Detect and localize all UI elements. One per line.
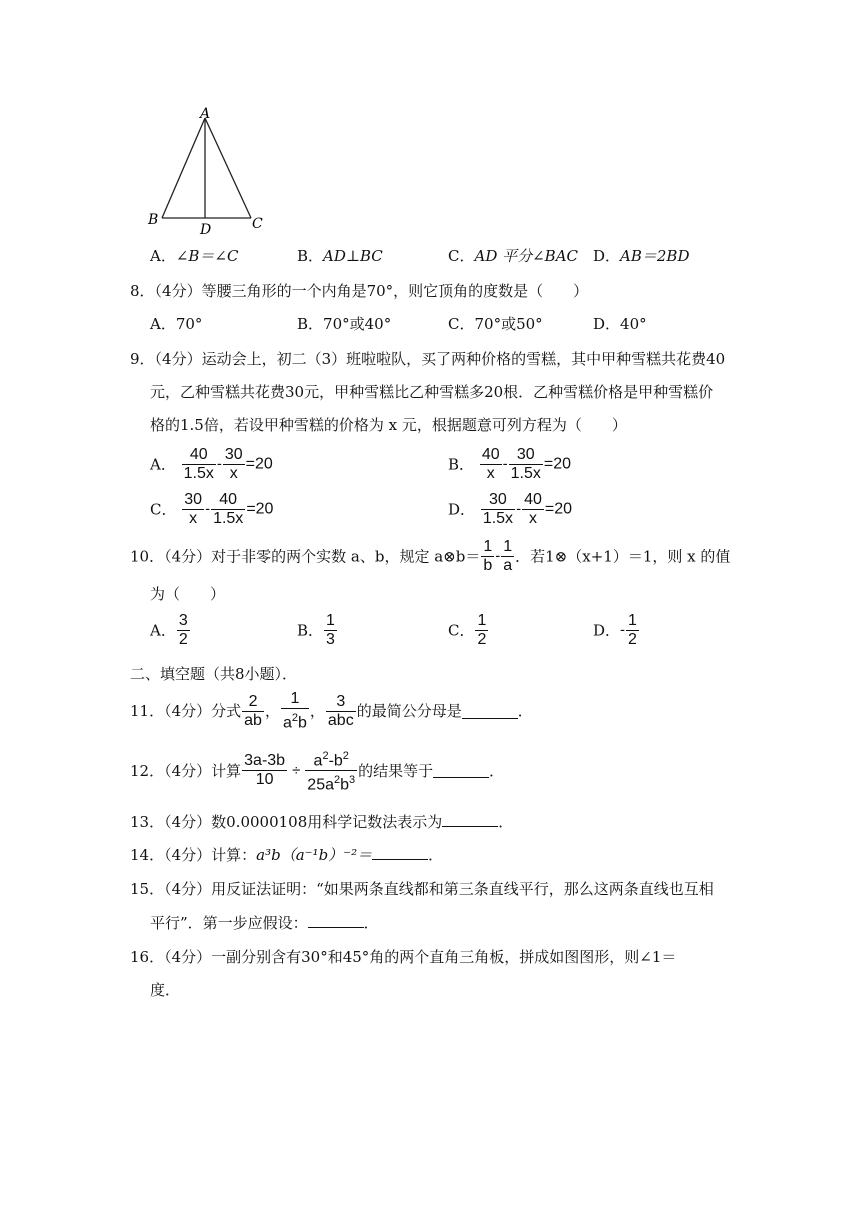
q9-option-b: B． $\frac{40}{x}$ - $\frac{30}{1.5x}$ =20 [448, 446, 571, 482]
q8-option-c: C．70°或50° [448, 315, 543, 333]
q8-stem: 8．（4分）等腰三角形的一个内角是70°，则它顶角的度数是（ ） [130, 282, 589, 300]
q9-option-a: A． $\frac{40}{1.5x}$ - $\frac{30}{x}$ =20 [150, 446, 273, 482]
q16-line-2: 度． [150, 981, 181, 999]
q7-option-d: D．AB＝2BD [593, 247, 690, 265]
label-b: B [148, 212, 159, 228]
q9-line-2: 元，乙种雪糕共花费30元，甲种雪糕比乙种雪糕多20根．乙种雪糕价格是甲种雪糕价 [150, 383, 714, 401]
q15-line-2: 平行”．第一步应假设： ． [150, 914, 379, 932]
q7-option-c: C．AD 平分∠BAC [448, 247, 579, 265]
q10-option-c: C． $\frac{1}{2}$ [448, 612, 487, 648]
q12-answer-blank[interactable] [433, 763, 489, 778]
q10-option-d: D．- $\frac{1}{2}$ [593, 612, 637, 648]
q7-option-b: B．AD⊥BC [297, 247, 383, 265]
q8-option-a: A．70° [150, 315, 203, 333]
q15-line-1: 15．（4分）用反证法证明：“如果两条直线都和第三条直线平行，那么这两条直线也互相 [130, 880, 714, 898]
q14: 14．（4分）计算：a³b（a⁻¹b）⁻²＝ ． [130, 846, 444, 864]
triangle-figure [140, 104, 280, 238]
q10-option-b: B． $\frac{1}{3}$ [297, 612, 335, 648]
q9-option-d: D． $\frac{30}{1.5x}$ - $\frac{40}{x}$ =20 [448, 491, 572, 527]
label-a: A [200, 106, 211, 122]
q14-answer-blank[interactable] [372, 845, 428, 860]
q8-option-d: D．40° [593, 315, 647, 333]
q9-line-1: 9．（4分）运动会上，初二（3）班啦啦队，买了两种价格的雪糕，其中甲种雪糕共花费40 [130, 350, 726, 368]
q10-line-1: 10．（4分）对于非零的两个实数 a、b，规定 a⊗b＝ $\frac{1}{b}$ - $\frac{1}{a}$ ．若1⊗（x+1）＝1，则 x 的值 [130, 538, 731, 574]
q10-line-2: 为（ ） [150, 585, 226, 603]
side-ac [205, 118, 251, 218]
q13-answer-blank[interactable] [442, 812, 498, 827]
q11-answer-blank[interactable] [462, 704, 518, 719]
q13: 13．（4分）数0.0000108用科学记数法表示为 ． [130, 813, 514, 831]
q15-answer-blank[interactable] [308, 913, 364, 928]
q12: 12．（4分）计算 $\frac{3a-3b}{10}$ ÷ $\frac{a^2-b^2}{25a^2b^3}$ 的结果等于 ． [130, 747, 504, 795]
q10-option-a: A． $\frac{3}{2}$ [150, 612, 188, 648]
q8-option-b: B．70°或40° [297, 315, 392, 333]
label-d: D [200, 222, 212, 238]
q9-option-c: C． $\frac{30}{x}$ - $\frac{40}{1.5x}$ =20 [150, 491, 274, 527]
q7-option-a: A．∠B＝∠C [150, 247, 239, 265]
side-ab [162, 118, 205, 218]
q9-line-3: 格的1.5倍，若设甲种雪糕的价格为 x 元，根据题意可列方程为（ ） [150, 416, 627, 434]
q11: 11．（4分）分式 $\frac{2}{ab}$ ， $\frac{1}{a^2b}$ ， $\frac{3}{\text{abc}}$ 的最简公分母是 ． [130, 690, 533, 732]
q16-line-1: 16．（4分）一副分别含有30°和45°角的两个直角三角板，拼成如图图形，则∠1＝ [130, 948, 677, 966]
section-2-heading: 二、填空题（共8小题）． [130, 665, 298, 683]
label-c: C [252, 216, 263, 232]
